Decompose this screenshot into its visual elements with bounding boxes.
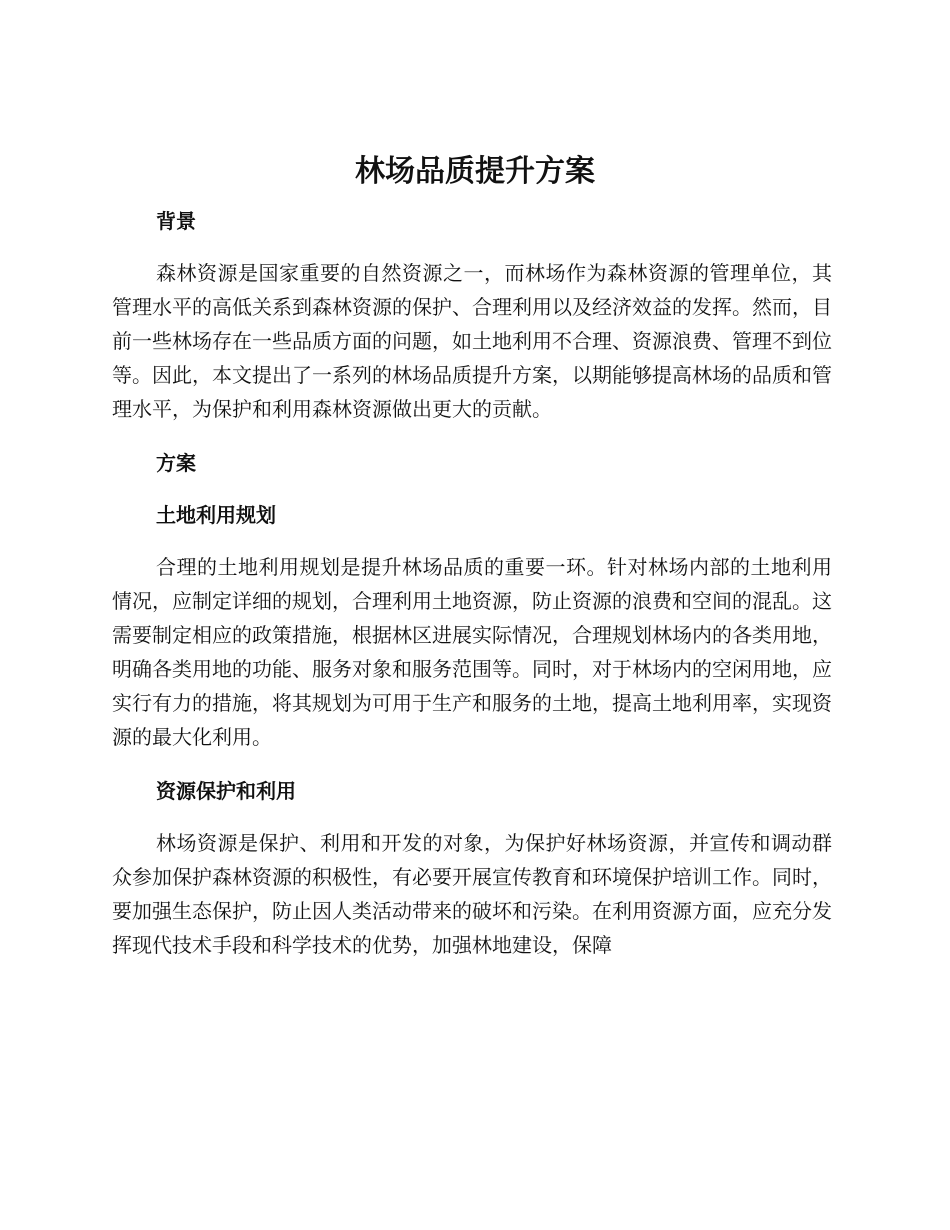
paragraph-land-use: 合理的土地利用规划是提升林场品质的重要一环。针对林场内部的土地利用情况，应制定详细的规划，合理利用土地资源，防止资源的浪费和空间的混乱。这需要制定相应的政策措施，根据林区进展实际情况，合理规划林场内的各类用地，明确各类用地的功能、服务对象和服务范围等。同时，对于林场内的空闲用地，应实行有力的措施，将其规划为可用于生产和服务的土地，提高土地利用率，实现资源的最大化利用。	[112, 555, 832, 749]
document-title: 林场品质提升方案	[355, 154, 595, 189]
paragraph-resource-protection: 林场资源是保护、利用和开发的对象，为保护好林场资源，并宣传和调动群众参加保护森林资源的积极性，有必要开展宣传教育和环境保护培训工作。同时，要加强生态保护，防止因人类活动带来的破坏和污染。在利用资源方面，应充分发挥现代技术手段和科学技术的优势，加强林地建设，保障	[112, 831, 832, 957]
spacer	[112, 754, 832, 774]
paragraph-background: 森林资源是国家重要的自然资源之一，而林场作为森林资源的管理单位，其管理水平的高低关系到森林资源的保护、合理利用以及经济效益的发挥。然而，目前一些林场存在一些品质方面的问题，如土地利用不合理、资源浪费、管理不到位等。因此，本文提出了一系列的林场品质提升方案，以期能够提高林场的品质和管理水平，为保护和利用森林资源做出更大的贡献。	[112, 261, 832, 421]
spacer	[112, 532, 832, 550]
subsection-heading-resource-protection: 资源保护和利用	[156, 779, 296, 803]
subsection-heading-land-use: 土地利用规划	[156, 503, 276, 527]
section-heading-background: 背景	[156, 209, 196, 233]
spacer	[112, 426, 832, 446]
spacer	[112, 238, 832, 256]
spacer	[112, 480, 832, 498]
section-heading-plan: 方案	[156, 451, 196, 475]
document-body	[112, 204, 832, 962]
spacer	[112, 808, 832, 826]
